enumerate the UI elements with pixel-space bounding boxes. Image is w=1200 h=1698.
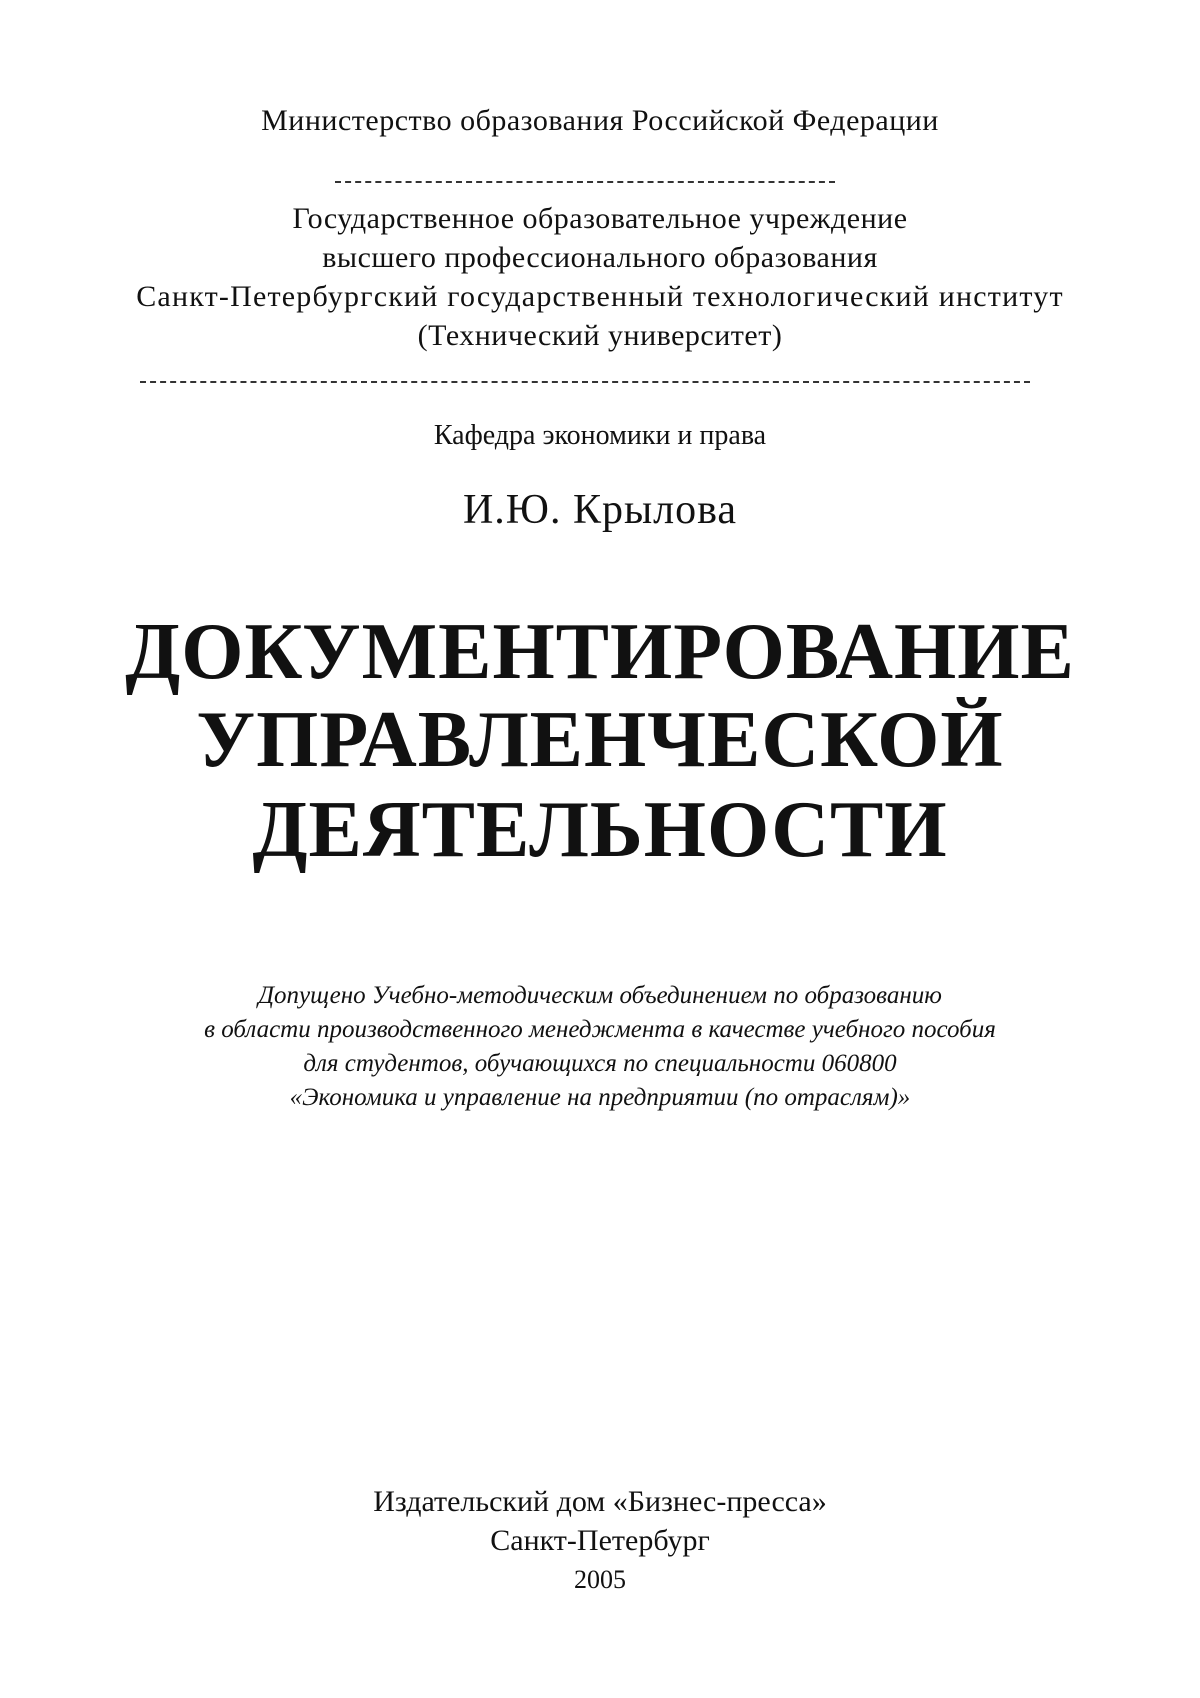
- divider-top: [335, 181, 835, 183]
- book-title-line-3: ДЕЯТЕЛЬНОСТИ: [252, 786, 948, 874]
- institution-line-4: (Технический университет): [417, 319, 783, 352]
- institution-line-3: Санкт-Петербургский государственный технологический институт: [136, 280, 1064, 313]
- approval-line-3: для студентов, обучающихся по специальности 060800: [303, 1050, 897, 1077]
- institution-line-2: высшего профессионального образования: [322, 241, 878, 274]
- publication-year: 2005: [574, 1565, 626, 1594]
- approval-line-2: в области производственного менеджмента в качестве учебного пособия: [204, 1016, 996, 1043]
- ministry-name: Министерство образования Российской Федерации: [261, 104, 939, 137]
- approval-line-1: Допущено Учебно-методическим объединением по образованию: [258, 982, 942, 1009]
- author-name: И.Ю. Крылова: [462, 487, 738, 533]
- department-name: Кафедра экономики и права: [433, 420, 767, 451]
- divider-bottom: [140, 381, 1030, 383]
- institution-line-1: Государственное образовательное учреждение: [292, 202, 908, 235]
- approval-line-4: «Экономика и управление на предприятии (по отраслям)»: [289, 1084, 911, 1111]
- book-title-line-1: ДОКУМЕНТИРОВАНИЕ: [125, 608, 1075, 696]
- publisher-name: Издательский дом «Бизнес-пресса»: [373, 1485, 827, 1518]
- publisher-city: Санкт-Петербург: [490, 1524, 710, 1557]
- book-title-line-2: УПРАВЛЕНЧЕСКОЙ: [196, 696, 1004, 784]
